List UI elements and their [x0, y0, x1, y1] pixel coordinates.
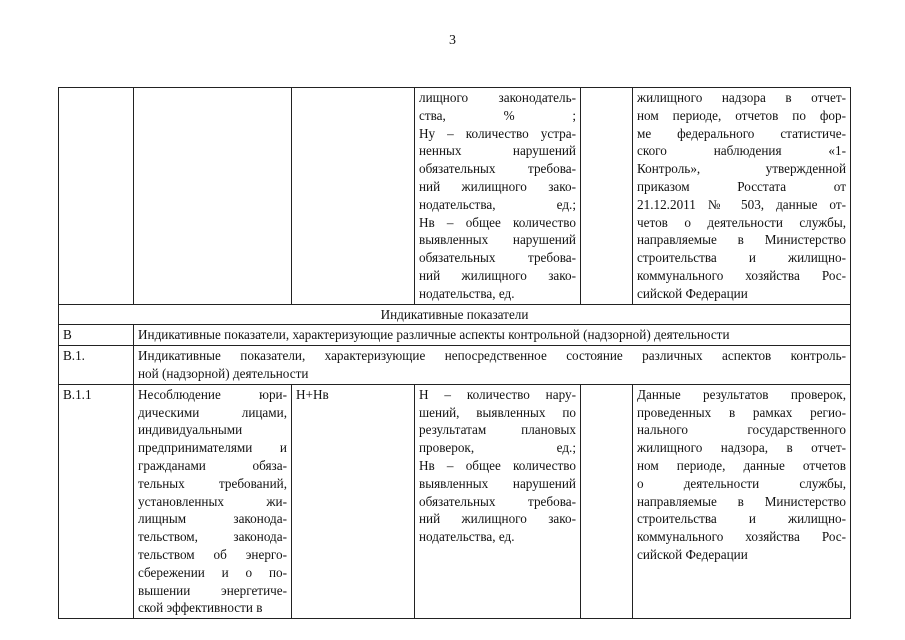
table-row-b11: [59, 384, 851, 618]
text-line: Несоблюдение юри-: [138, 386, 287, 402]
text-line: четов о деятельности службы,: [637, 214, 846, 230]
text-line: ний жилищного зако-: [419, 511, 576, 527]
text-line: жилищного надзора в отчет-: [637, 90, 846, 105]
cell-formula-short: [292, 88, 415, 305]
source-lines: [637, 386, 846, 564]
text-line: ства, % ;: [419, 107, 576, 123]
text-line: коммунального хозяйства Рос-: [637, 267, 846, 283]
text-line: 21.12.2011 № 503, данные от-: [637, 196, 846, 212]
cell-name: [134, 88, 292, 305]
text-line: коммунального хозяйства Рос-: [637, 529, 846, 545]
section-header-row: [59, 304, 851, 325]
text-line: ном периоде, данные отчетов: [637, 457, 846, 473]
text-line: приказом Росстата от: [637, 178, 846, 194]
text-line: строительства и жилищно-: [637, 250, 846, 266]
text-line: Hу – количество устра-: [419, 125, 576, 141]
text-line: шений, выявленных по: [419, 404, 576, 420]
row-text-lines: [138, 347, 846, 383]
text-line: лищного законодатель-: [419, 90, 576, 105]
text-line: сбережении и о по-: [138, 564, 287, 580]
text-line: Нв – общее количество: [419, 457, 576, 473]
text-line: Hв – общее количество: [419, 214, 576, 230]
text-line: обязательных требова-: [419, 493, 576, 509]
text-line: ненных нарушений: [419, 143, 576, 159]
text-line: Контроль», утвержденной: [637, 161, 846, 177]
text-line: Индикативные показатели, характеризующие непосредственное состояние различных аспектов контроль-: [138, 348, 846, 364]
text-line: обязательных требова-: [419, 250, 576, 266]
row-text: Индикативные показатели, характеризующие различные аспекты контрольной (надзорной) деятельности: [134, 325, 851, 346]
text-line: проведенных в рамках регио-: [637, 404, 846, 420]
text-line: тельных требований,: [138, 475, 287, 491]
text-line: вышении энергетиче-: [138, 582, 287, 598]
indicators-table: [58, 87, 851, 619]
description-lines: [419, 386, 576, 546]
cell-source: [633, 88, 851, 305]
text-line: о деятельности службы,: [637, 475, 846, 491]
text-line: ского наблюдения «1-: [637, 143, 846, 159]
text-line: Н – количество нару-: [419, 386, 576, 402]
cell-empty: [581, 384, 633, 618]
text-line: направляемые в Министерство: [637, 493, 846, 509]
text-line: нодательства, ед.: [419, 529, 515, 545]
text-line: направляемые в Министерство: [637, 232, 846, 248]
text-line: ний жилищного зако-: [419, 267, 576, 283]
text-line: проверок, ед.;: [419, 440, 576, 456]
text-line: обязательных требова-: [419, 161, 576, 177]
page-number: 3: [449, 33, 456, 48]
text-line: нального государственного: [637, 422, 846, 438]
text-line: жилищного надзора, в отчет-: [637, 440, 846, 456]
row-text: [134, 346, 851, 385]
text-line: индивидуальными: [138, 422, 243, 438]
text-line: нодательства, ед.: [419, 285, 515, 301]
cell-formula-description: [415, 88, 581, 305]
text-line: выявленных нарушений: [419, 475, 576, 491]
text-line: сийской Федерации: [637, 546, 748, 562]
text-line: тельством об энерго-: [138, 546, 287, 562]
row-code: В.1.: [59, 346, 134, 385]
text-line: строительства и жилищно-: [637, 511, 846, 527]
text-line: нодательства, ед.;: [419, 196, 576, 212]
text-line: предпринимателями и: [138, 440, 287, 456]
row-code: В.1.1: [59, 384, 134, 618]
text-line: сийской Федерации: [637, 285, 748, 301]
cell-code: [59, 88, 134, 305]
cell-formula: Н+Нв: [292, 384, 415, 618]
text-line: ной (надзорной) деятельности: [138, 365, 309, 381]
formula-lines: [419, 89, 576, 303]
text-line: дическими лицами,: [138, 404, 287, 420]
table-row-b1: [59, 346, 851, 385]
row-code: В: [59, 325, 134, 346]
source-lines: [637, 89, 846, 303]
text-line: ний жилищного зако-: [419, 178, 576, 194]
indicator-name-lines: [138, 386, 287, 617]
text-line: Данные результатов проверок,: [637, 386, 846, 402]
text-line: ме федерального статистиче-: [637, 125, 846, 141]
text-line: гражданами обяза-: [138, 457, 287, 473]
cell-empty: [581, 88, 633, 305]
section-header: Индикативные показатели: [59, 304, 851, 325]
cell-source: [633, 384, 851, 618]
text-line: результатам плановых: [419, 422, 576, 438]
text-line: ской эффективности в: [138, 600, 263, 616]
text-line: установленных жи-: [138, 493, 287, 509]
text-line: ном периоде, отчетов по фор-: [637, 107, 846, 123]
table-row-b: [59, 325, 851, 346]
cell-indicator-name: [134, 384, 292, 618]
text-line: лищным законода-: [138, 511, 287, 527]
text-line: тельством, законода-: [138, 529, 287, 545]
table-row-continued: [59, 88, 851, 305]
text-line: выявленных нарушений: [419, 232, 576, 248]
cell-formula-description: [415, 384, 581, 618]
